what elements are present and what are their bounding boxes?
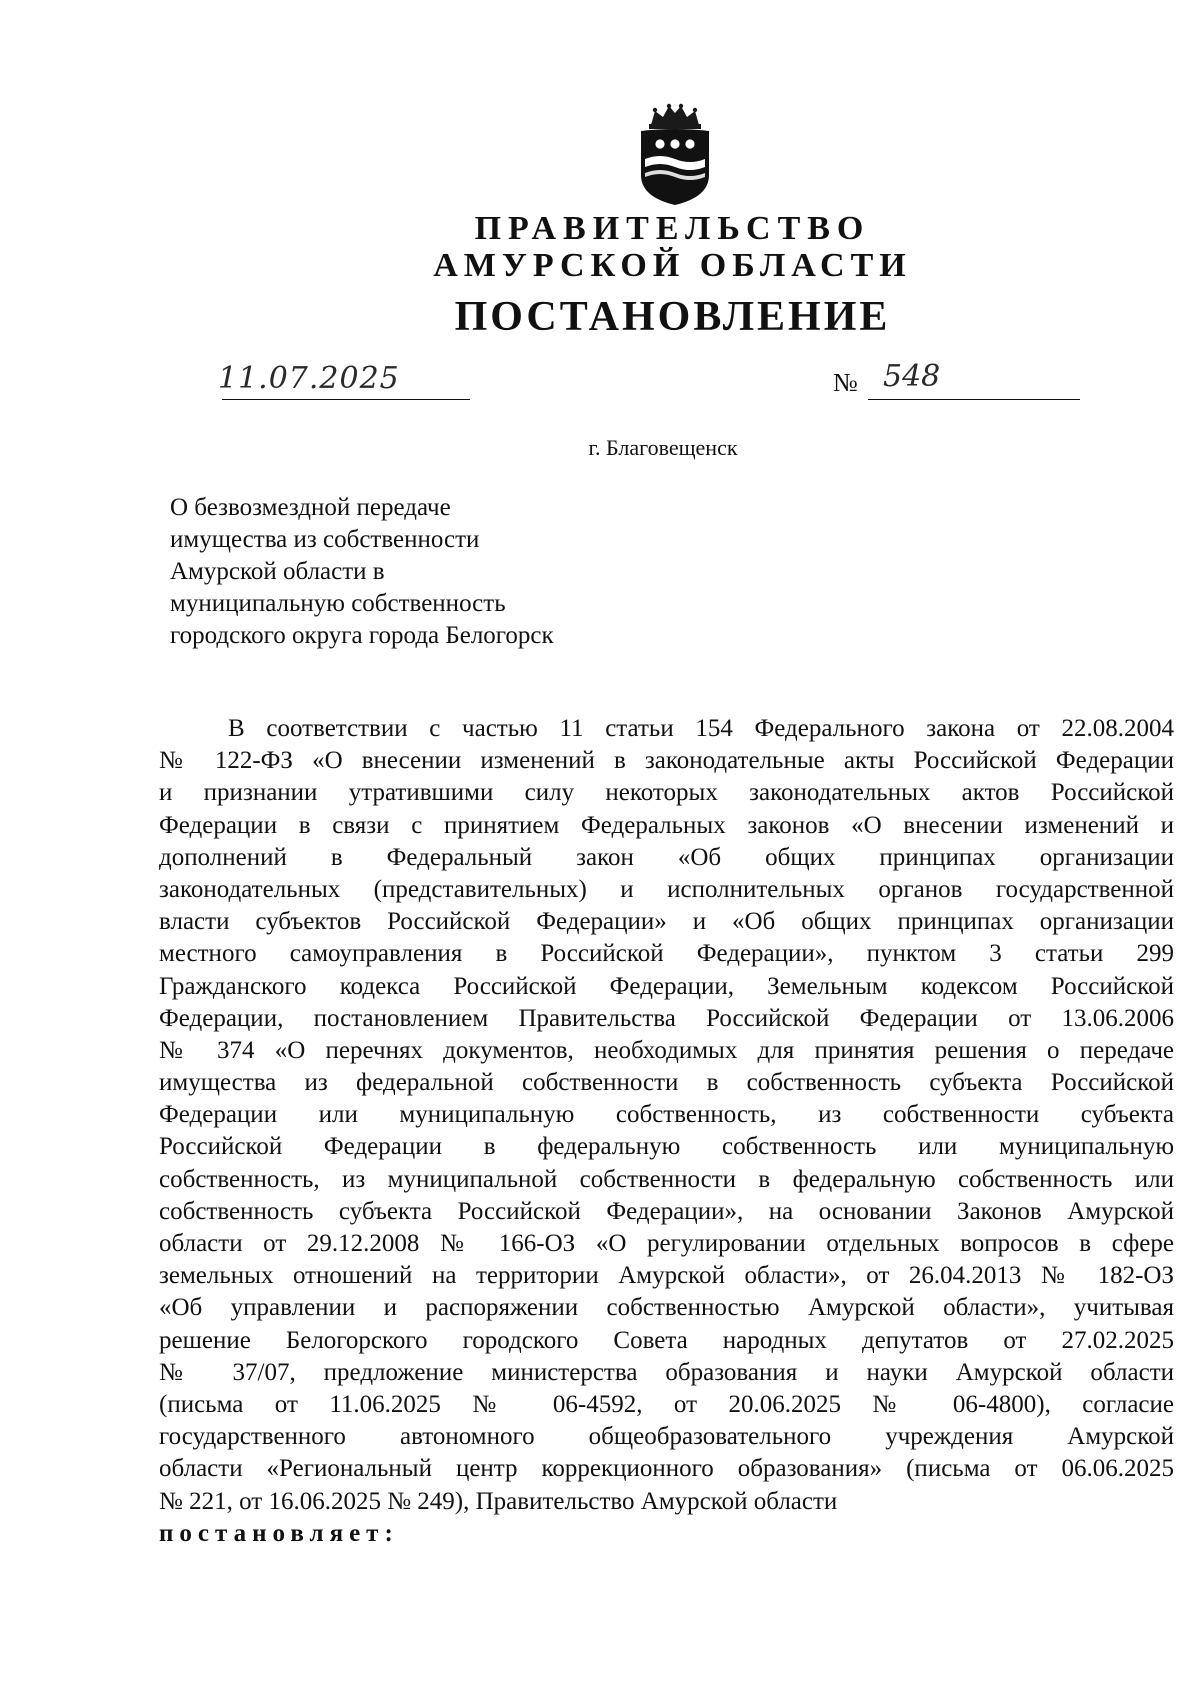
body-line: № 374 «О перечнях документов, необходимых для принятия решения о передаче (159, 1036, 1174, 1064)
handwritten-number: 548 (883, 359, 941, 394)
body-line: имущества из федеральной собственности в собственность субъекта Российской (159, 1069, 1174, 1097)
body-line: Федерации, постановлением Правительства Российской Федерации от 13.06.2006 (159, 1004, 1174, 1032)
body-line: № 122-ФЗ «О внесении изменений в законодательные акты Российской Федерации (159, 747, 1174, 775)
subject-line: Амурской области в (170, 558, 385, 585)
body-line: местного самоуправления в Российской Федерации», пунктом 3 статьи 299 (159, 940, 1174, 968)
body-line: земельных отношений на территории Амурской области», от 26.04.2013 № 182-ОЗ (159, 1262, 1174, 1290)
document-subject (170, 492, 554, 652)
body-line: области от 29.12.2008 № 166-ОЗ «О регулировании отдельных вопросов в сфере (159, 1230, 1174, 1257)
body-line: и признании утратившими силу некоторых законодательных актов Российской (159, 779, 1174, 807)
number-sign: № (833, 368, 858, 397)
date-underline (222, 399, 470, 400)
handwritten-date: 11.07.2025 (218, 361, 400, 396)
subject-line: городского округа города Белогорск (170, 622, 554, 649)
document-type-title: ПОСТАНОВЛЕНИЕ (454, 294, 891, 340)
subject-line: имущества из собственности (170, 526, 480, 553)
body-line: собственность, из муниципальной собственности в федеральную собственность или (159, 1165, 1174, 1193)
body-line: № 37/07, предложение министерства образования и науки Амурской области (159, 1358, 1174, 1386)
body-line: В соответствии с частью 11 статьи 154 Федерального закона от 22.08.2004 (228, 715, 1174, 742)
body-line: области «Региональный центр коррекционного образования» (письма от 06.06.2025 (159, 1455, 1174, 1483)
body-line: власти субъектов Российской Федерации» и «Об общих принципах организации (159, 908, 1174, 936)
coat-of-arms-icon (633, 103, 717, 207)
body-line: государственного автономного общеобразовательного учреждения Амурской (159, 1423, 1174, 1451)
body-line: «Об управлении и распоряжении собственностью Амурской области», учитывая (159, 1294, 1174, 1322)
number-underline (868, 399, 1080, 400)
city: г. Благовещенск (588, 435, 738, 460)
government-name-line-2: АМУРСКОЙ ОБЛАСТИ (433, 247, 912, 284)
decree-word: постановляет: (159, 1519, 399, 1547)
preamble-paragraph (159, 713, 1174, 1550)
body-line: дополнений в Федеральный закон «Об общих принципах организации (159, 843, 1174, 871)
body-line: № 221, от 16.06.2025 № 249), Правительство Амурской области (159, 1487, 838, 1515)
body-line: собственность субъекта Российской Федерации», на основании Законов Амурской (159, 1197, 1174, 1225)
body-line: Гражданского кодекса Российской Федерации, Земельным кодексом Российской (159, 972, 1174, 1000)
body-line: законодательных (представительных) и исполнительных органов государственной (159, 875, 1174, 903)
body-line: решение Белогорского городского Совета народных депутатов от 27.02.2025 (159, 1326, 1174, 1354)
body-line: (письма от 11.06.2025 № 06-4592, от 20.06.2025 № 06-4800), согласие (159, 1390, 1174, 1418)
government-name-line-1: ПРАВИТЕЛЬСТВО (474, 210, 871, 247)
subject-line: О безвозмездной передаче (170, 494, 451, 521)
body-line: Федерации в связи с принятием Федеральных законов «О внесении изменений и (159, 811, 1174, 839)
subject-line: муниципальную собственность (170, 590, 506, 617)
body-line: Российской Федерации в федеральную собственность или муниципальную (159, 1133, 1174, 1161)
body-line: Федерации или муниципальную собственность, из собственности субъекта (159, 1101, 1174, 1129)
